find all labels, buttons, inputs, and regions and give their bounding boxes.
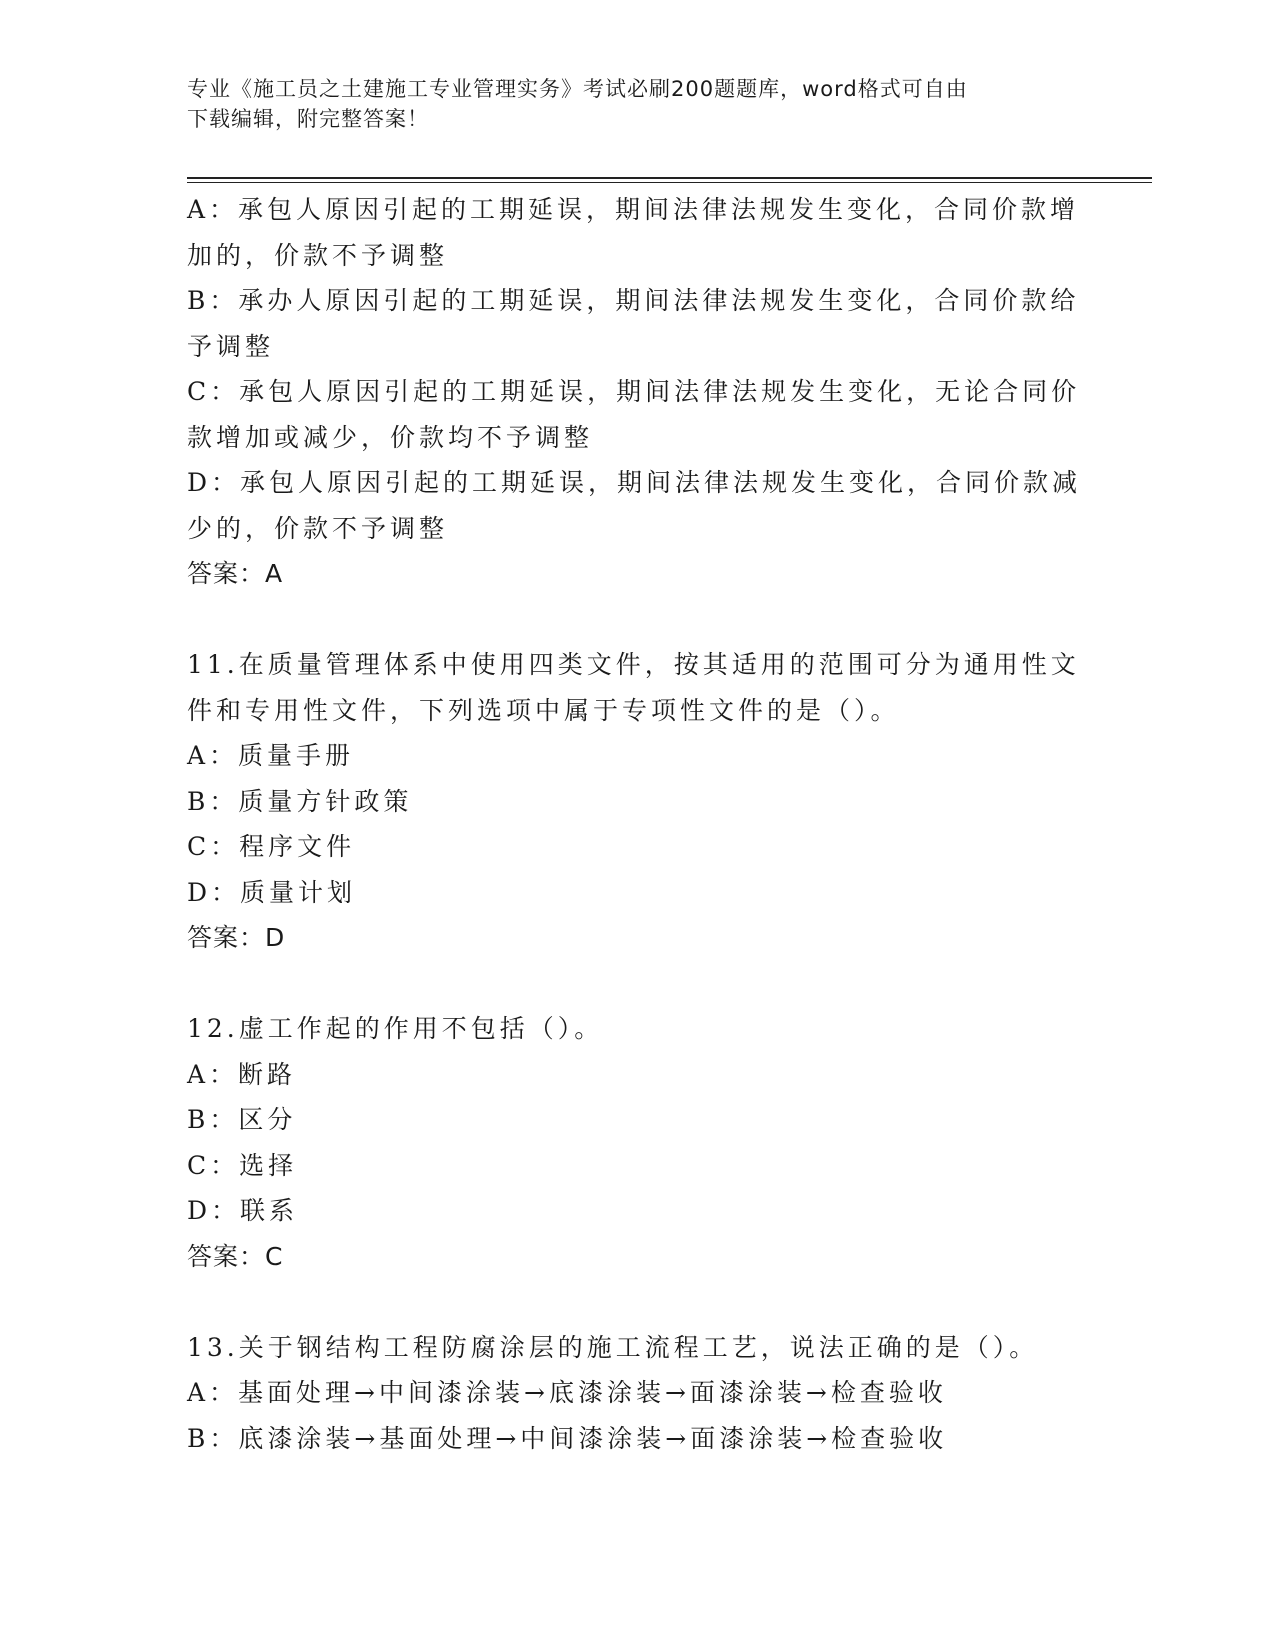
spacer <box>187 597 1067 643</box>
option-line: C：程序文件 <box>187 832 356 861</box>
question-block <box>187 187 1082 597</box>
option-line: D：质量计划 <box>187 877 357 907</box>
option-line: A：质量手册 <box>187 741 355 770</box>
spacer <box>187 961 1067 1007</box>
question-line: 件和专用性文件，下列选项中属于专项性文件的是（）。 <box>187 695 900 725</box>
answer-line: 答案：A <box>187 559 284 588</box>
option-line: B：区分 <box>187 1105 297 1134</box>
answer-line: 答案：D <box>187 923 286 952</box>
option-line: B：质量方针政策 <box>187 786 413 816</box>
question-block <box>187 1006 1067 1279</box>
question-content <box>187 187 1082 1461</box>
option-line: 予调整 <box>187 331 275 361</box>
header-rule-thick <box>187 177 1152 179</box>
option-line: D：联系 <box>187 1196 299 1225</box>
question-line: 12.虚工作起的作用不包括（）。 <box>187 1014 604 1043</box>
option-line: 少的，价款不予调整 <box>187 513 449 543</box>
option-line: D：承包人原因引起的工期延误，期间法律法规发生变化，合同价款减 <box>187 468 1082 497</box>
question-line: 13.关于钢结构工程防腐涂层的施工流程工艺，说法正确的是（）。 <box>187 1332 1039 1362</box>
answer-line: 答案：C <box>187 1241 284 1271</box>
option-line: B：承办人原因引起的工期延误，期间法律法规发生变化，合同价款给 <box>187 286 1080 315</box>
option-line: C：承包人原因引起的工期延误，期间法律法规发生变化，无论合同价 <box>187 377 1081 406</box>
header-rule-thin <box>187 182 1152 183</box>
option-line: 加的，价款不予调整 <box>187 240 449 270</box>
document-header <box>187 74 1067 134</box>
question-line: 11.在质量管理体系中使用四类文件，按其适用的范围可分为通用性文 <box>187 650 1080 679</box>
question-block <box>187 642 1080 961</box>
option-line: A：基面处理→中间漆涂装→底漆涂装→面漆涂装→检查验收 <box>187 1378 947 1407</box>
header-line: 专业《施工员之土建施工专业管理实务》考试必刷200题题库，word格式可自由 <box>187 77 968 101</box>
question-block <box>187 1325 1067 1462</box>
option-line: A：承包人原因引起的工期延误，期间法律法规发生变化，合同价款增 <box>187 195 1080 224</box>
option-line: C：选择 <box>187 1150 298 1180</box>
option-line: B：底漆涂装→基面处理→中间漆涂装→面漆涂装→检查验收 <box>187 1423 948 1453</box>
header-line: 下载编辑，附完整答案！ <box>187 107 429 131</box>
option-line: A：断路 <box>187 1059 297 1089</box>
spacer <box>187 1279 1067 1325</box>
option-line: 款增加或减少，价款均不予调整 <box>187 422 594 452</box>
